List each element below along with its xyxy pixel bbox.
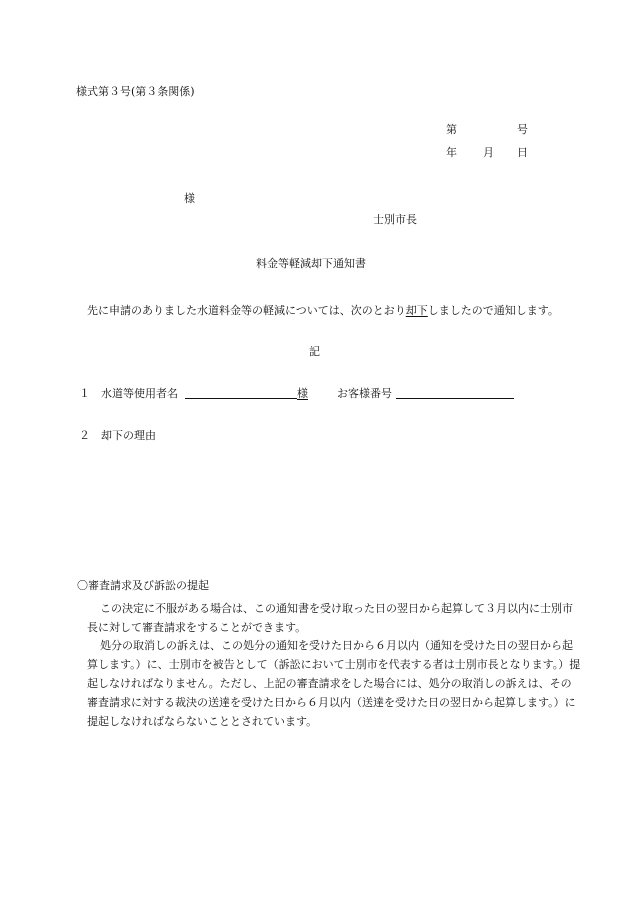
item1-number: １ xyxy=(79,387,90,400)
body-text-before: 先に申請のありました水道料金等の軽減については、次のとおり xyxy=(87,304,406,317)
item2-number: ２ xyxy=(79,429,90,442)
item1-label: 水道等使用者名 xyxy=(101,387,178,400)
document-title: 料金等軽減却下通知書 xyxy=(256,257,366,270)
item1-honorific: 様 xyxy=(297,387,308,400)
document-number-suffix: 号 xyxy=(517,123,528,136)
body-text-underlined: 却下 xyxy=(405,304,428,317)
form-number: 様式第３号(第３条関係) xyxy=(76,85,195,98)
document-number-label: 第 xyxy=(446,123,457,136)
date-month-label: 月 xyxy=(483,146,494,159)
user-name-field[interactable] xyxy=(185,398,297,399)
date-day-label: 日 xyxy=(517,146,528,159)
item2-label: 却下の理由 xyxy=(101,429,156,442)
notice-heading: 〇審査請求及び訴訟の提起 xyxy=(77,579,209,592)
date-year-label: 年 xyxy=(446,146,457,159)
notice-paragraph-1: この決定に不服がある場合は、この通知書を受け取った日の翌日から起算して３月以内に士別市長に対して審査請求をすることができます。 xyxy=(87,602,573,634)
notice-paragraph-2: 処分の取消しの訴えは、この処分の通知を受けた日から６月以内（通知を受けた日の翌日から起算します。）に、士別市を被告として（訴訟において士別市を代表する者は士別市長となります。）提起しなければなりません。ただし、上記の審査請求をした場合には、処分の取消しの訴えは、その審査請求に対する裁決の送達を受けた日から６月以内（送達を受けた日の翌日から起算します。）に提起しなければならないこととされています。 xyxy=(87,639,581,728)
body-paragraph xyxy=(76,301,576,321)
sender-name: 士別市長 xyxy=(373,213,417,226)
body-text-after: しましたので通知します。 xyxy=(427,304,559,317)
addressee-honorific: 様 xyxy=(184,192,195,205)
customer-number-label: お客様番号 xyxy=(337,387,392,400)
ki-heading: 記 xyxy=(309,345,320,358)
customer-number-field[interactable] xyxy=(396,398,514,399)
